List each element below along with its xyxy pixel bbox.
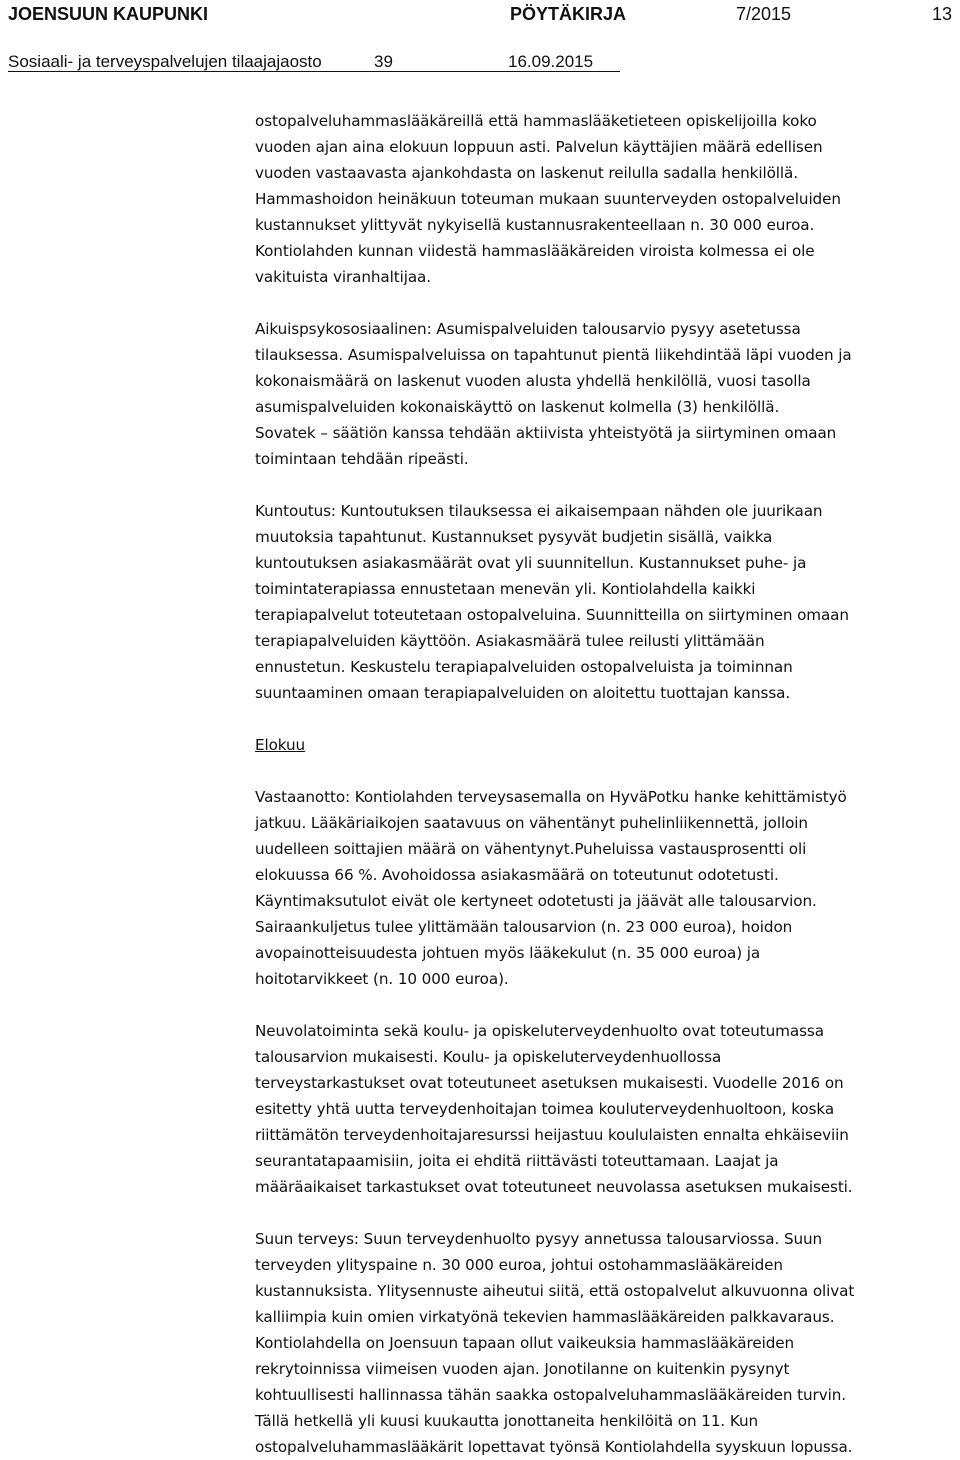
- paragraph-adult-psychosocial: Aikuispsykososiaalinen: Asumispalveluiden talousarvio pysyy asetetussa tilauksessa. Asumispalveluissa on tapahtunut pientä liikehdintää läpi vuoden ja kokonaismäärä on laskenut vuoden alusta yhdellä henkilöllä, vuosi tasolla asumispalveluiden kokonaiskäyttö on laskenut kolmella (3) henkilöllä. Sovatek – säätiön kanssa tehdään aktiivista yhteistyötä ja siirtyminen omaan toimintaan tehdään ripeästi.: [255, 320, 852, 468]
- section-number: 39: [374, 52, 393, 71]
- header-divider: [8, 71, 620, 72]
- document-header: [8, 2, 952, 30]
- section-heading-august: Elokuu: [255, 736, 306, 754]
- organization-name: JOENSUUN KAUPUNKI: [8, 4, 209, 24]
- paragraph-dental-services: ostopalveluhammaslääkäreillä että hammaslääketieteen opiskelijoilla koko vuoden ajan aina elokuun loppuun asti. Palvelun käyttäjien määrä edellisen vuoden vastaavasta ajankohdasta on laskenut reilulla sadalla henkilöllä. Hammashoidon heinäkuun toteuman mukaan suunterveyden ostopalveluiden kustannukset ylittyvät nykyisellä kustannusrakenteellaan n. 30 000 euroa. Kontiolahden kunnan viidestä hammaslääkäreiden viroista kolmessa ei ole vakituista viranhaltijaa.: [255, 112, 841, 286]
- document-type: PÖYTÄKIRJA: [510, 4, 627, 24]
- page-number: 13: [931, 4, 952, 24]
- document-body: [255, 108, 955, 1460]
- paragraph-rehabilitation: Kuntoutus: Kuntoutuksen tilauksessa ei aikaisempaan nähden ole juurikaan muutoksia tapahtunut. Kustannukset pysyvät budjetin sisällä, vaikka kuntoutuksen asiakasmäärät ovat yli suunnitellun. Kustannukset puhe- ja toimintaterapiassa ennustetaan menevän yli. Kontiolahdella kaikki terapiapalvelut toteutetaan ostopalveluina. Suunnitteilla on siirtyminen omaan terapiapalveluiden käyttöön. Asiakasmäärä tulee reilusti ylittämään ennustetun. Keskustelu terapiapalveluiden ostopalveluista ja toiminnan suuntaaminen omaan terapiapalveluiden on aloitettu tuottajan kanssa.: [255, 502, 849, 702]
- paragraph-reception: Vastaanotto: Kontiolahden terveysasemalla on HyväPotku hanke kehittämistyö jatkuu. Lääkäriaikojen saatavuus on vähentänyt puhelinliikennettä, jolloin uudelleen soittajien määrä on vähentynyt.Puheluissa vastausprosentti oli elokuussa 66 %. Avohoidossa asiakasmäärä on toteutunut odotetusti. Käyntimaksutulot eivät ole kertyneet odotetusti ja jäävät alle talousarvion. Sairaankuljetus tulee ylittämään talousarvion (n. 23 000 euroa), hoidon avopainotteisuudesta johtuen myös lääkekulut (n. 35 000 euroa) ja hoitotarvikkeet (n. 10 000 euroa).: [255, 788, 847, 988]
- committee-name: Sosiaali- ja terveyspalvelujen tilaajajaosto: [8, 52, 322, 71]
- paragraph-maternity-school-health: Neuvolatoiminta sekä koulu- ja opiskeluterveydenhuolto ovat toteutumassa talousarvion mukaisesti. Koulu- ja opiskeluterveydenhuollossa terveystarkastukset ovat toteutuneet asetuksen mukaisesti. Vuodelle 2016 on esitetty yhtä uutta terveydenhoitajan toimea kouluterveydenhuoltoon, koska riittämätön terveydenhoitajaresurssi heijastuu koululaisten ennalta ehkäiseviin seurantatapaamisiin, joita ei ehditä riittävästi toteuttamaan. Laajat ja määräaikaiset tarkastukset ovat toteutuneet neuvolassa asetuksen mukaisesti.: [255, 1022, 853, 1196]
- minutes-number: 7/2015: [736, 4, 792, 24]
- paragraph-oral-health: Suun terveys: Suun terveydenhuolto pysyy annetussa talousarviossa. Suun terveyden ylityspaine n. 30 000 euroa, johtui ostohammaslääkäreiden kustannuksista. Ylitysennuste aiheutui siitä, että ostopalvelut alkuvuonna olivat kalliimpia kuin omien virkatyönä tekevien hammaslääkäreiden palkkavaraus. Kontiolahdella on Joensuun tapaan ollut vaikeuksia hammaslääkäreiden rekrytoinnissa viimeisen vuoden ajan. Jonotilanne on kuitenkin pysynyt kohtuullisesti hallinnassa tähän saakka ostopalveluhammaslääkäreiden turvin. Tällä hetkellä yli kuusi kuukautta jonottaneita henkilöitä on 11. Kun ostopalveluhammaslääkärit lopettavat työnsä Kontiolahdella syyskuun lopussa.: [255, 1230, 855, 1456]
- meeting-date: 16.09.2015: [508, 52, 594, 71]
